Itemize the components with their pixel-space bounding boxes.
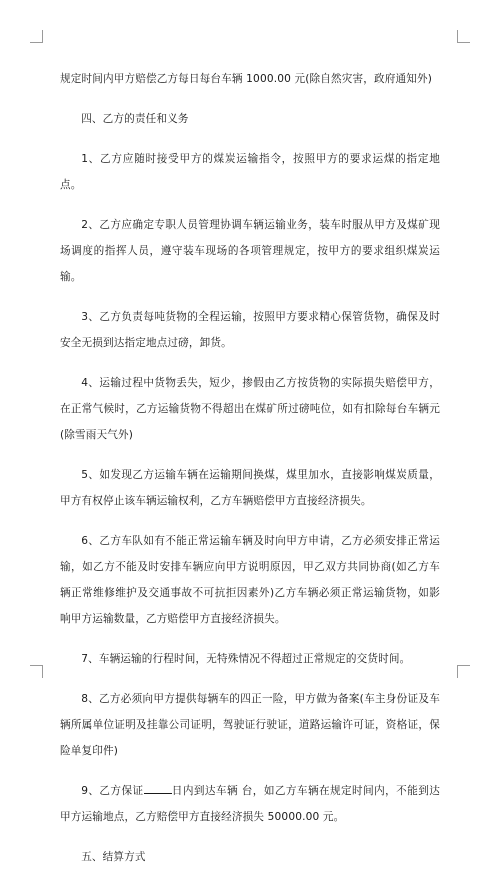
crop-mark-top-right	[457, 30, 470, 43]
section-heading-party-b-duties: 四、乙方的责任和义务	[81, 113, 189, 125]
clause-2: 2、乙方应确定专职人员管理协调车辆运输业务，装车时服从甲方及煤矿现场调度的指挥人员，遵守装车现场的各项管理规定，按甲方的要求组织煤炭运输。	[60, 219, 440, 283]
clause-9-end: 日内到达车辆 台，如乙方车辆在规定时间内，不能到达甲方运输地点，乙方赔偿甲方直接经济损失 50000.00 元。	[60, 785, 441, 823]
blank-days-field	[144, 783, 172, 794]
document-body	[60, 66, 440, 870]
section-heading-settlement: 五、结算方式	[81, 851, 146, 863]
clause-1: 1、乙方应随时接受甲方的煤炭运输指令，按照甲方的要求运煤的指定地点。	[60, 153, 440, 191]
clause-4: 4、运输过程中货物丢失，短少，掺假由乙方按货物的实际损失赔偿甲方，在正常气候时，乙方运输货物不得超出在煤矿所过磅吨位，如有扣除每台车辆元(除雪雨天气外)	[60, 377, 440, 441]
paragraph-compensation-clause: 规定时间内甲方赔偿乙方每日每台车辆 1000.00 元(除自然灾害，政府通知外)	[60, 73, 433, 85]
crop-mark-top-left	[30, 30, 43, 43]
crop-mark-bottom-left	[30, 665, 43, 678]
clause-5: 5、如发现乙方运输车辆在运输期间换煤，煤里加水，直接影响煤炭质量，甲方有权停止该车辆运输权利，乙方车辆赔偿甲方直接经济损失。	[60, 469, 440, 507]
clause-6: 6、乙方车队如有不能正常运输车辆及时向甲方申请，乙方必须安排正常运输，如乙方不能及时安排车辆应向甲方说明原因，甲乙双方共同协商(如乙方车辆正常维修维护及交通事故不可抗拒因素外)乙方车辆必须正常运输货物，如影响甲方运输数量，乙方赔偿甲方直接经济损失。	[60, 535, 440, 625]
clause-9-start: 9、乙方保证	[81, 785, 144, 797]
clause-9	[60, 778, 440, 830]
clause-3: 3、乙方负责每吨货物的全程运输，按照甲方要求精心保管货物，确保及时安全无损到达指定地点过磅，卸货。	[60, 311, 440, 349]
clause-8: 8、乙方必须向甲方提供每辆车的四正一险，甲方做为备案(车主身份证及车辆所属单位证明及挂靠公司证明，驾驶证行驶证，道路运输许可证，资格证，保险单复印件)	[60, 693, 440, 757]
clause-7: 7、车辆运输的行程时间，无特殊情况不得超过正常规定的交货时间。	[81, 653, 411, 665]
crop-mark-bottom-right	[457, 665, 470, 678]
